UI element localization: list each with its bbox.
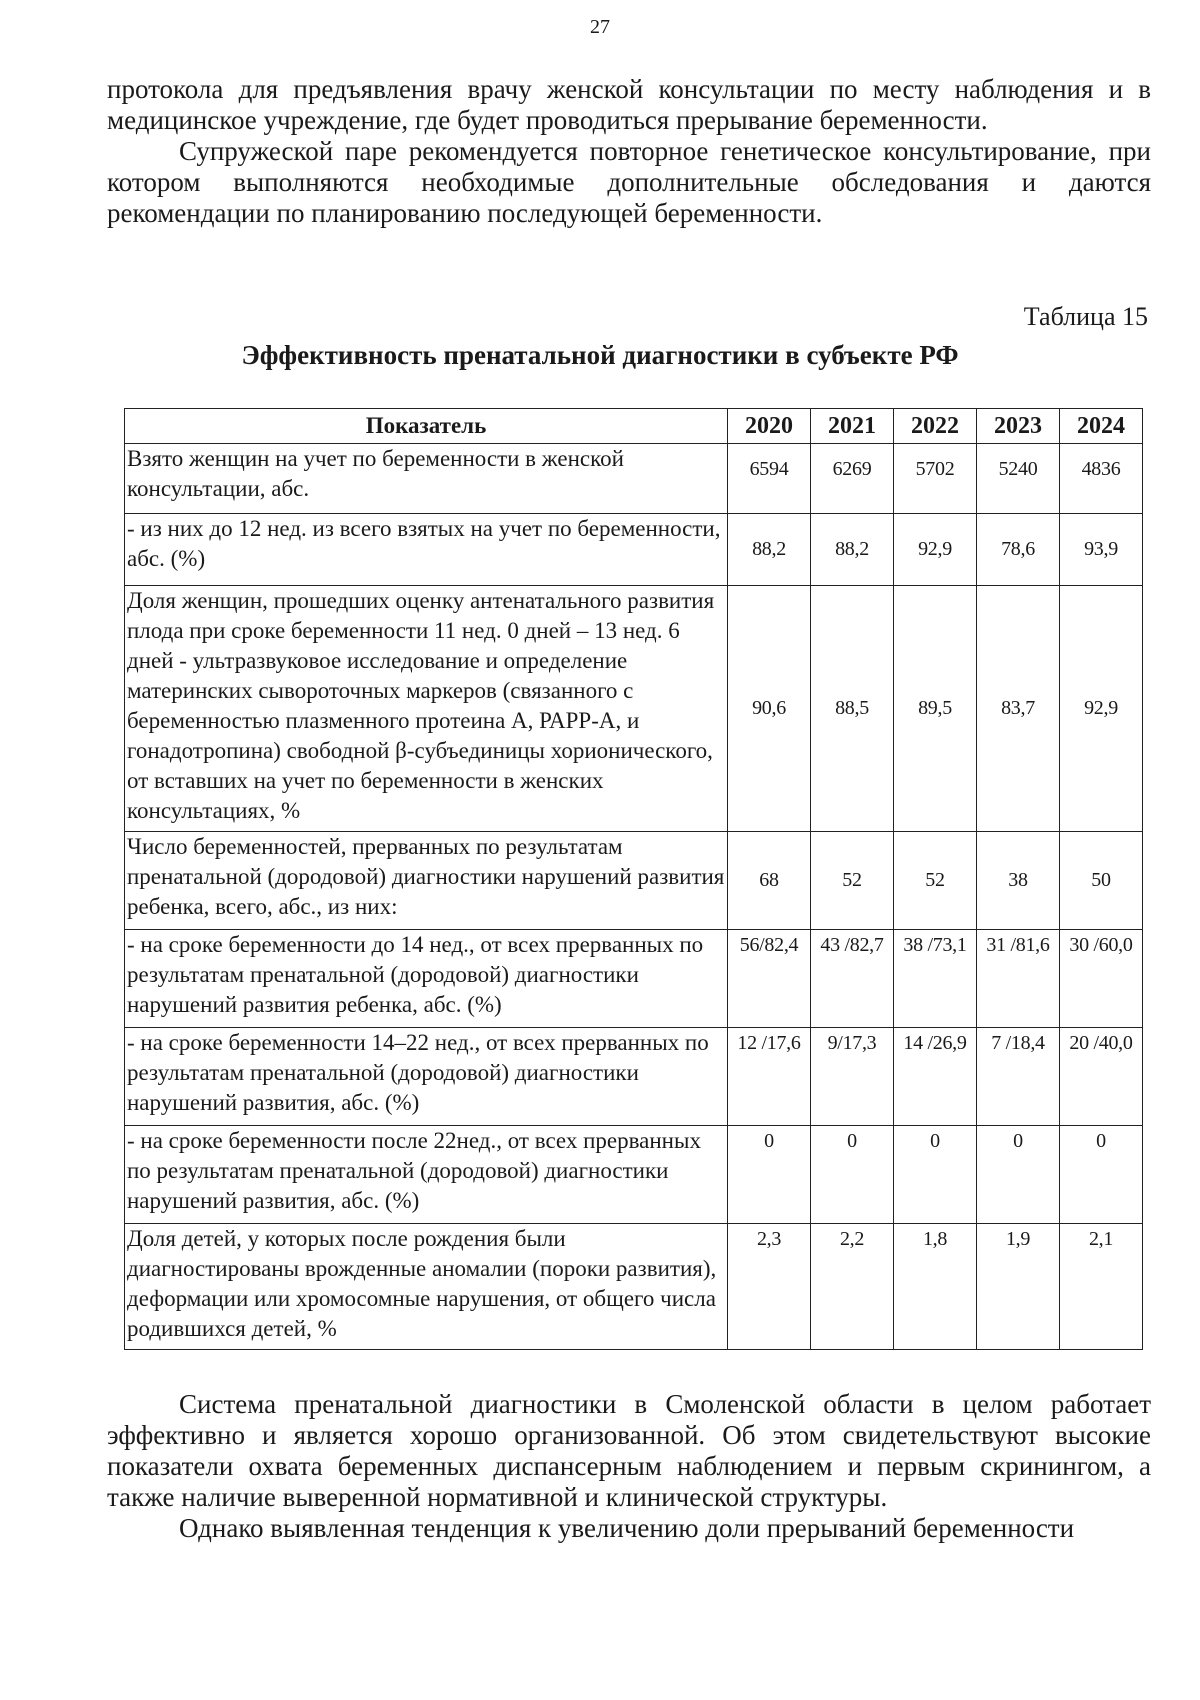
value-cell: 0 — [728, 1126, 811, 1224]
header-year: 2023 — [977, 409, 1060, 444]
value-cell: 31 /81,6 — [977, 930, 1060, 1028]
value-cell: 1,9 — [977, 1224, 1060, 1350]
indicator-cell: Взято женщин на учет по беременности в женской консультации, абс. — [125, 444, 728, 514]
value-cell: 38 /73,1 — [894, 930, 977, 1028]
table-row — [125, 832, 1143, 930]
table-title: Эффективность пренатальной диагностики в субъекте РФ — [241, 340, 959, 370]
value-cell: 90,6 — [728, 586, 811, 832]
indicator-cell: - на сроке беременности после 22нед., от всех прерванных по результатам пренатальной (дородовой) диагностики нарушений развития, абс. (%) — [125, 1126, 728, 1224]
value-cell: 2,2 — [811, 1224, 894, 1350]
value-cell: 43 /82,7 — [811, 930, 894, 1028]
paragraph: протокола для предъявления врачу женской консультации по месту наблюдения и в медицинское учреждение, где будет проводиться прерывание беременности. — [107, 74, 1151, 135]
value-cell: 5240 — [977, 444, 1060, 514]
table-row — [125, 1224, 1143, 1350]
indicator-cell: - на сроке беременности до 14 нед., от всех прерванных по результатам пренатальной (дородовой) диагностики нарушений развития ребенка, абс. (%) — [125, 930, 728, 1028]
value-cell: 6269 — [811, 444, 894, 514]
table-row — [125, 1126, 1143, 1224]
value-cell: 83,7 — [977, 586, 1060, 832]
page-number: 27 — [590, 16, 610, 38]
value-cell: 4836 — [1060, 444, 1143, 514]
header-year: 2021 — [811, 409, 894, 444]
table-row — [125, 930, 1143, 1028]
prenatal-diagnostics-table — [124, 408, 1143, 1350]
value-cell: 93,9 — [1060, 514, 1143, 586]
value-cell: 88,5 — [811, 586, 894, 832]
value-cell: 88,2 — [811, 514, 894, 586]
value-cell: 88,2 — [728, 514, 811, 586]
value-cell: 0 — [1060, 1126, 1143, 1224]
indicator-cell: Доля детей, у которых после рождения были диагностированы врожденные аномалии (пороки развития), деформации или хромосомные нарушения, от общего числа родившихся детей, % — [125, 1224, 728, 1350]
value-cell: 0 — [894, 1126, 977, 1224]
value-cell: 5702 — [894, 444, 977, 514]
value-cell: 0 — [977, 1126, 1060, 1224]
indicator-cell: Доля женщин, прошедших оценку антенатального развития плода при сроке беременности 11 нед. 0 дней – 13 нед. 6 дней - ультразвуковое исследование и определение материнских сывороточных маркеров (связанного с беременностью плазменного протеина А, РАРР-А, и гонадотропина) свободной β-субъединицы хорионического, от вставших на учет по беременности в женских консультациях, % — [125, 586, 728, 832]
value-cell: 30 /60,0 — [1060, 930, 1143, 1028]
value-cell: 6594 — [728, 444, 811, 514]
value-cell: 20 /40,0 — [1060, 1028, 1143, 1126]
table-row — [125, 514, 1143, 586]
value-cell: 89,5 — [894, 586, 977, 832]
value-cell: 0 — [811, 1126, 894, 1224]
header-year: 2024 — [1060, 409, 1143, 444]
indicator-cell: Число беременностей, прерванных по результатам пренатальной (дородовой) диагностики нарушений развития ребенка, всего, абс., из них: — [125, 832, 728, 930]
value-cell: 38 — [977, 832, 1060, 930]
indicator-cell: - из них до 12 нед. из всего взятых на учет по беременности, абс. (%) — [125, 514, 728, 586]
paragraph: Супружеской паре рекомендуется повторное генетическое консультирование, при котором выполняются необходимые дополнительные обследования и даются рекомендации по планированию последующей беременности. — [107, 136, 1151, 228]
table-row — [125, 444, 1143, 514]
value-cell: 78,6 — [977, 514, 1060, 586]
value-cell: 68 — [728, 832, 811, 930]
header-year: 2020 — [728, 409, 811, 444]
value-cell: 52 — [811, 832, 894, 930]
indicator-cell: - на сроке беременности 14–22 нед., от всех прерванных по результатам пренатальной (дородовой) диагностики нарушений развития, абс. (%) — [125, 1028, 728, 1126]
value-cell: 56/82,4 — [728, 930, 811, 1028]
table-label: Таблица 15 — [1023, 302, 1148, 331]
value-cell: 92,9 — [1060, 586, 1143, 832]
header-year: 2022 — [894, 409, 977, 444]
value-cell: 7 /18,4 — [977, 1028, 1060, 1126]
value-cell: 14 /26,9 — [894, 1028, 977, 1126]
table-row — [125, 1028, 1143, 1126]
table-header-row — [125, 409, 1143, 444]
value-cell: 12 /17,6 — [728, 1028, 811, 1126]
value-cell: 50 — [1060, 832, 1143, 930]
value-cell: 52 — [894, 832, 977, 930]
value-cell: 1,8 — [894, 1224, 977, 1350]
value-cell: 2,3 — [728, 1224, 811, 1350]
value-cell: 2,1 — [1060, 1224, 1143, 1350]
top-text-block — [107, 74, 1151, 229]
value-cell: 9/17,3 — [811, 1028, 894, 1126]
header-indicator: Показатель — [125, 409, 728, 444]
paragraph: Однако выявленная тенденция к увеличению доли прерываний беременности — [179, 1513, 1075, 1543]
value-cell: 92,9 — [894, 514, 977, 586]
bottom-text-block — [107, 1389, 1151, 1544]
table-row — [125, 586, 1143, 832]
paragraph: Система пренатальной диагностики в Смоленской области в целом работает эффективно и является хорошо организованной. Об этом свидетельствуют высокие показатели охвата беременных диспансерным наблюдением и первым скринингом, а также наличие выверенной нормативной и клинической структуры. — [107, 1389, 1151, 1512]
